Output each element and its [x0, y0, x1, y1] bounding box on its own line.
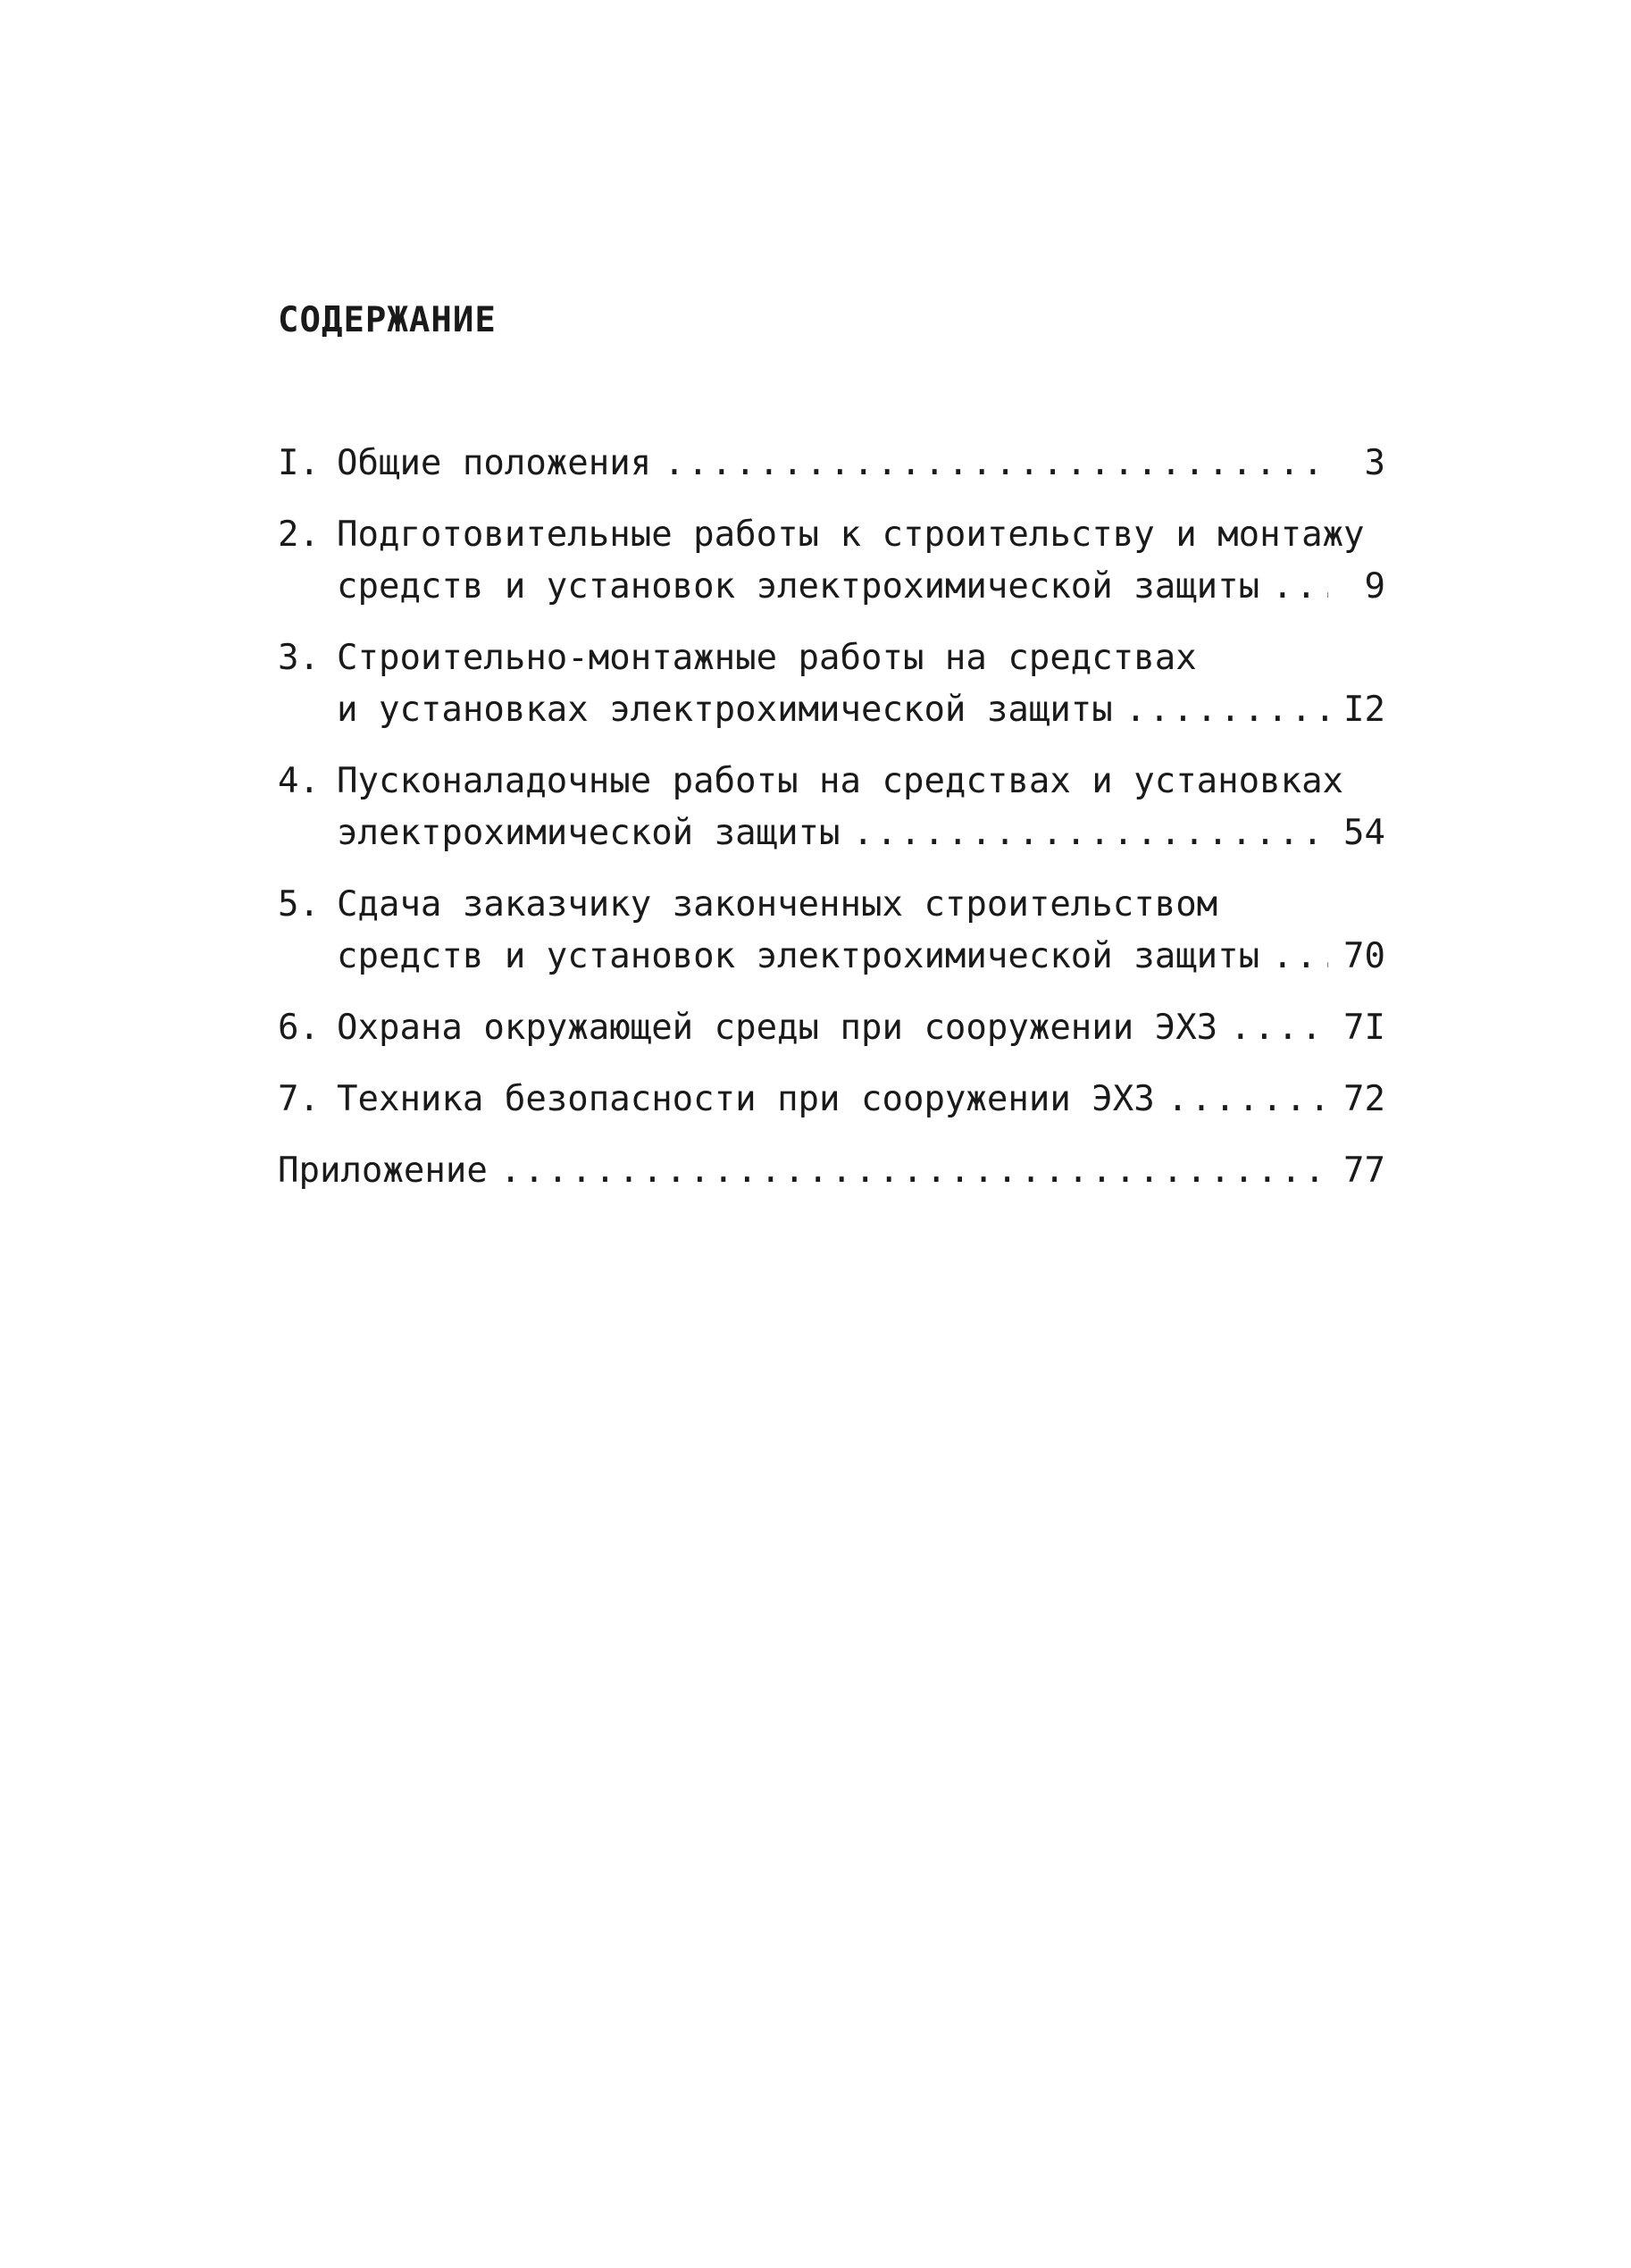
toc-entry-number: I.	[278, 443, 320, 483]
dot-leader	[853, 808, 1328, 859]
toc-entry-page: 54	[1343, 813, 1385, 853]
toc-entry	[278, 756, 1385, 859]
dot-leader	[664, 438, 1328, 490]
toc-entry-title-continued: и установках электрохимической защиты	[337, 690, 1113, 730]
toc-entry	[278, 879, 1385, 983]
dot-leader	[1272, 561, 1328, 613]
toc-entry-number: 4.	[278, 761, 320, 801]
toc-entry-title: Сдача заказчику законченных строительством	[337, 884, 1218, 925]
toc-entry-number: 6.	[278, 1008, 320, 1048]
toc-heading: СОДЕРЖАНИЕ	[278, 300, 497, 340]
dot-leader	[1230, 1002, 1328, 1054]
toc-entry-page: 72	[1343, 1079, 1385, 1119]
toc-entry-page: I2	[1343, 690, 1385, 730]
toc-entry-number: 5.	[278, 884, 320, 925]
toc-entry-page: 3	[1364, 443, 1385, 483]
toc-entry	[278, 632, 1385, 736]
toc-entry-page: 9	[1364, 566, 1385, 607]
dot-leader	[1272, 931, 1328, 983]
toc-entry	[278, 1002, 1385, 1054]
toc-entry-page: 77	[1343, 1151, 1385, 1191]
toc-entry	[278, 1074, 1385, 1126]
toc-entry-title: Пусконаладочные работы на средствах и установках	[337, 761, 1344, 801]
table-of-contents	[278, 438, 1385, 1217]
toc-entry-appendix	[278, 1145, 1385, 1197]
toc-entry-page: 7I	[1343, 1008, 1385, 1048]
toc-entry-title-continued: средств и установок электрохимической защиты	[337, 566, 1260, 607]
toc-entry-title: Подготовительные работы к строительству и монтажу	[337, 515, 1365, 555]
toc-entry-title: Техника безопасности при сооружении ЭХЗ	[337, 1079, 1155, 1119]
toc-entry-number: 3.	[278, 638, 320, 678]
toc-entry-title: Приложение	[278, 1151, 488, 1191]
toc-entry-title: Общие положения	[337, 443, 652, 483]
dot-leader	[500, 1145, 1328, 1197]
toc-entry-number: 2.	[278, 515, 320, 555]
toc-entry-title-continued: электрохимической защиты	[337, 813, 841, 853]
toc-entry-page: 70	[1343, 936, 1385, 976]
dot-leader	[1167, 1074, 1328, 1126]
toc-entry-number: 7.	[278, 1079, 320, 1119]
toc-entry-title: Строительно-монтажные работы на средствах	[337, 638, 1197, 678]
dot-leader	[1125, 684, 1328, 736]
toc-entry	[278, 438, 1385, 490]
toc-entry	[278, 509, 1385, 613]
toc-entry-title: Охрана окружающей среды при сооружении ЭХЗ	[337, 1008, 1218, 1048]
toc-entry-title-continued: средств и установок электрохимической защиты	[337, 936, 1260, 976]
